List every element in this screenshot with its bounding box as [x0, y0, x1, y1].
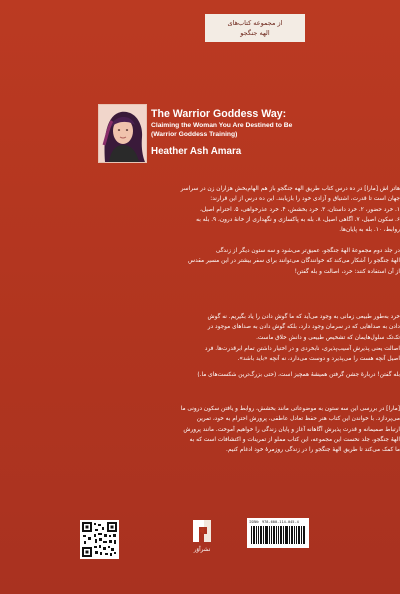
intro-paragraph — [98, 184, 400, 235]
isbn-text: ISBN: 978-600-114-045-4 — [249, 520, 299, 524]
closing-line: الههٔ جنگجو، جلد نخست این مجموعه، این کتاب مملو از تمرینات و اکتشافات است که به — [189, 436, 400, 443]
pillar-line: دادن به صداهایی که در سرمان وجود دارد، بلکه گوش دادن به صداهای موجود در — [207, 324, 400, 331]
closing-line: می‌پردازد. با خواندن این کتاب هنر حفظ تعادل عاطفی، پرورش احترام به خود، تمرین — [196, 416, 400, 423]
isbn-barcode — [247, 518, 309, 548]
intro-line: ۱. خرد حضور، ۲. خرد داستان، ۳. خرد بخشش، ۴. خرد عذرخواهی، ۵. احترام اصیل، — [199, 206, 400, 213]
author-name: Heather Ash Amara — [151, 146, 242, 157]
series-badge-line-1: از مجموعه کتاب‌های — [227, 19, 283, 27]
pillar-line: اصیل آنچه هست را می‌پذیرد و دوست می‌دارد، نه آنچه «باید باشد». — [237, 356, 400, 363]
publisher-name: نشرآوَر — [193, 547, 211, 553]
second-line: الههٔ جنگجو را آشکار می‌کند که خوانندگان می‌توانند برای سفر بیشتر در این مسیر مقدس — [188, 258, 400, 265]
pillar-wisdom — [98, 312, 400, 343]
book-subtitle-line-2: (Warrior Goddess Training) — [151, 131, 238, 138]
series-badge — [205, 14, 305, 42]
intro-line: جهان است تا قدرت، اشتیاق و آزادی خود را بازیابند. این ده درس از این قرارند: — [210, 196, 400, 203]
intro-line: ۶. سکون اصیل، ۷. آگاهی اصیل، ۸. بله به پاکسازی و نگهداری از خانهٔ درون، ۹. بله به — [196, 216, 400, 223]
pillar-line: اصالت یعنی پذیرش آسیب‌پذیری، نابخردی و در اختیار داشتن تمام ابرقدرت‌ها. فرد — [204, 346, 400, 352]
closing-line: ارتباط صمیمانه و قدرت پذیرش آگاهانه آغاز و پایان زندگی را خواهیم آموخت. مانند پرورش — [183, 426, 400, 433]
closing-paragraph — [98, 404, 400, 455]
intro-line: هاتر اش [مارا] در ده درس کتاب طریق الهه جنگجو باز هم الهام‌بخش هزاران زن در سراسر — [180, 186, 400, 192]
second-line: در جلد دوم مجموعهٔ الههٔ جنگجو، عمیق‌تر می‌شود و سه ستون دیگر از زندگی — [215, 248, 400, 254]
qr-code-icon — [81, 521, 118, 558]
book-subtitle-line-1: Claiming the Woman You Are Destined to Be — [151, 122, 293, 129]
pillar-authenticity — [98, 344, 400, 365]
intro-line: روابط، ۱۰. بله به پایان‌ها. — [339, 227, 400, 234]
second-line: از آن استفاده کنند: خرد، اصالت و بله گفتن! — [294, 268, 400, 275]
series-badge-line-2: الهه جنگجو — [240, 29, 270, 37]
second-paragraph — [98, 246, 400, 277]
pillar-saying-yes — [98, 370, 400, 380]
qr-code — [80, 520, 119, 559]
author-photo — [98, 104, 147, 163]
book-title: The Warrior Goddess Way: — [151, 108, 287, 120]
title-block — [151, 108, 391, 139]
author-portrait-image — [99, 105, 146, 162]
pillar-line: خرد به‌طور طبیعی زمانی به وجود می‌آید که ما گوش دادن را یاد بگیریم. نه گوش — [207, 314, 400, 320]
closing-line: ما کمک می‌کند تا طریق الههٔ جنگجو را در زندگی روزمرهٔ خود ادغام کنیم. — [226, 447, 400, 454]
closing-line: [مارا] در بررسی این سه ستون به موضوعاتی مانند بخشش، روابط و یافتن سکون درونی ما — [180, 406, 400, 412]
publisher-logo-icon — [190, 518, 214, 546]
pillar-line: تک‌تک سلول‌هایمان که تشخیص طبیعی و دانش خلاق ماست. — [256, 334, 400, 341]
pillar-line: بله گفتن! دربارهٔ جشن گرفتن همیشهٔ همچیز است، (حتی بزرگ‌ترین شکست‌های ما.) — [197, 372, 400, 378]
